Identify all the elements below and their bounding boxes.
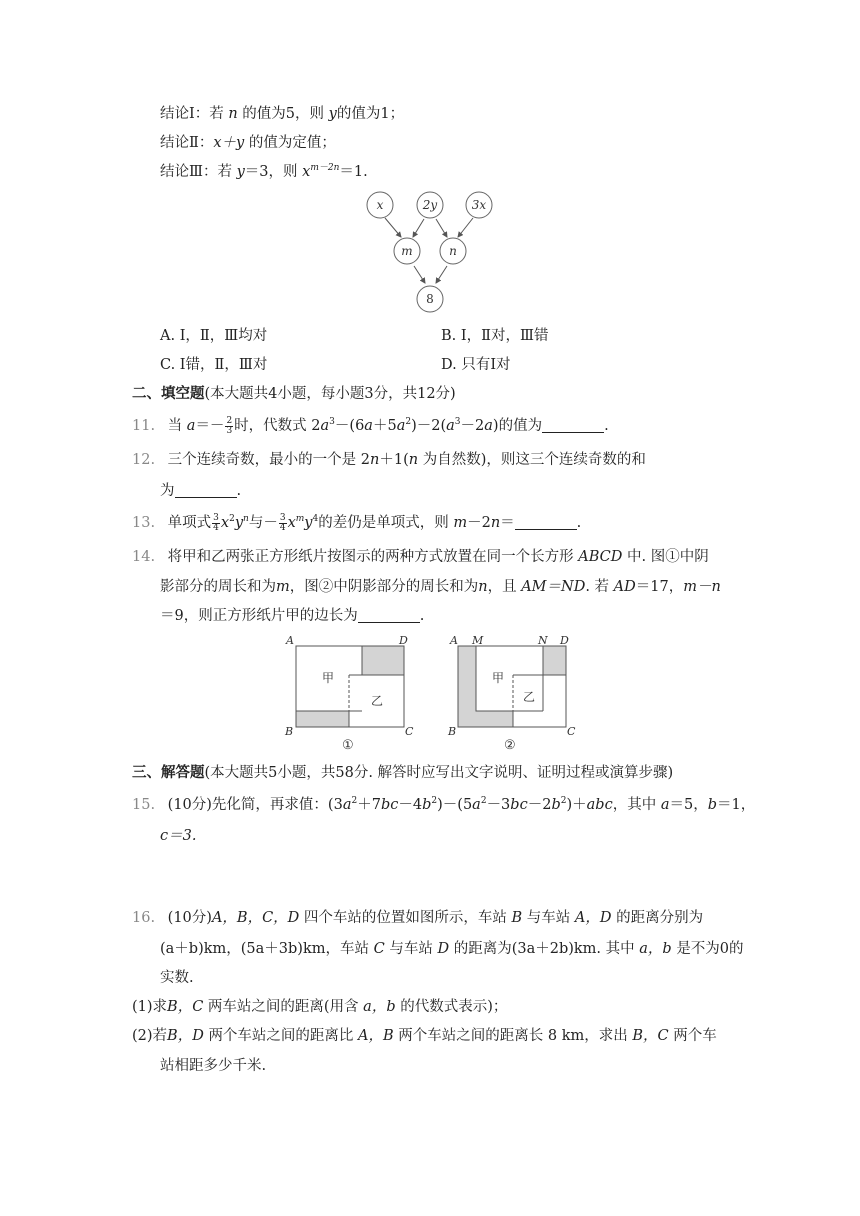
conclusion-2: 结论Ⅱ：x＋y 的值为定值；	[160, 135, 336, 151]
answer-blank-13[interactable]	[515, 515, 577, 530]
edge-x-m	[385, 218, 401, 237]
option-a[interactable]: A. Ⅰ，Ⅱ，Ⅲ均对	[160, 328, 268, 344]
figure-1	[282, 630, 416, 754]
fig1-shade-bottom-left	[296, 711, 349, 727]
fig2-caption: ②	[504, 738, 516, 753]
fig1-label-b: B	[285, 725, 294, 738]
tree-diagram	[360, 188, 500, 316]
fig2-label-c: C	[567, 725, 576, 738]
node-2y-label: 2y	[422, 198, 438, 212]
node-m-label: m	[401, 244, 413, 258]
node-8-label: 8	[426, 292, 434, 306]
question-11: 11. 当 a＝－ $\frac{2}{3}$ 时，代数式 $2a^3-(6a+5a^2)-2(a^3-2a)$的值为 .	[132, 415, 609, 436]
node-3x-label: 3x	[471, 198, 487, 212]
question-15: 15. (10分)先化简，再求值：$(3a^2+7bc-4b^2)-(5a^2-3bc-2b^2)+abc$，其中 a＝5，b＝1，	[132, 796, 756, 813]
fig2-label-b: B	[448, 725, 457, 738]
fig2-label-m: M	[472, 634, 484, 647]
option-d[interactable]: D. 只有Ⅰ对	[441, 357, 511, 373]
fraction-2-3: $\frac{2}{3}$	[226, 415, 233, 436]
option-b[interactable]: B. Ⅰ，Ⅱ对，Ⅲ错	[441, 328, 549, 344]
question-16: 16. (10分)A，B，C，D 四个车站的位置如图所示，车站 B 与车站 A，D 的距离分别为	[132, 910, 704, 926]
question-13: 13. 单项式 $\frac{3}{4}$ $x^2y^n$与－ $\frac{3}{4}$ $x^my^4$的差仍是单项式，则 m－2n＝ .	[132, 512, 582, 533]
edge-2y-m	[413, 219, 424, 237]
figure-2	[446, 630, 580, 754]
question-16-part-2-line-2: 站相距多少千米.	[160, 1058, 267, 1074]
node-n-label: n	[449, 244, 457, 258]
edge-m-8	[414, 266, 425, 283]
question-15-line-2: c＝3.	[160, 828, 197, 844]
conclusion-1: 结论Ⅰ：若 n 的值为5，则 y的值为1；	[160, 106, 405, 122]
question-16-line-2: (a＋b)km，(5a＋3b)km，车站 C 与车站 D 的距离为(3a＋2b)km. 其中 a，b 是不为0的	[160, 941, 744, 957]
fig2-label-jia: 甲	[492, 671, 505, 685]
fig2-label-yi: 乙	[523, 690, 536, 704]
fig1-label-c: C	[405, 725, 414, 738]
question-14-line-2: 影部分的周长和为m，图②中阴影部分的周长和为n，且 AM＝ND. 若 AD＝17，m－n	[160, 579, 721, 595]
question-12: 12. 三个连续奇数，最小的一个是 2n＋1(n 为自然数)，则这三个连续奇数的和	[132, 452, 646, 468]
question-16-part-2: (2)若B，D 两个车站之间的距离比 A，B 两个车站之间的距离长 8 km，求出 B，C 两个车	[132, 1028, 717, 1044]
edge-2y-n	[436, 219, 447, 237]
question-14: 14. 将甲和乙两张正方形纸片按图示的两种方式放置在同一个长方形 ABCD 中. 图①中阴	[132, 549, 709, 565]
edge-3x-n	[458, 218, 473, 237]
question-16-line-3: 实数.	[160, 970, 194, 986]
conclusion-3: 结论Ⅲ：若 y＝3，则 $x^{m-2n}=1$.	[160, 163, 368, 180]
option-c[interactable]: C. Ⅰ错，Ⅱ，Ⅲ对	[160, 357, 268, 373]
question-16-part-1: (1)求B，C 两车站之间的距离(用含 a，b 的代数式表示)；	[132, 999, 508, 1015]
fig2-label-a: A	[450, 634, 458, 647]
answer-blank-11[interactable]	[542, 418, 604, 433]
fig1-shade-top-right	[362, 646, 404, 675]
fraction-3-4-b: $\frac{3}{4}$	[279, 512, 286, 533]
question-12-line-2: 为 .	[160, 483, 242, 499]
edge-n-8	[436, 266, 447, 283]
fig2-label-n: N	[538, 634, 548, 647]
fraction-3-4: $\frac{3}{4}$	[213, 512, 219, 533]
answer-blank-12[interactable]	[175, 483, 237, 498]
fig2-label-d: D	[560, 634, 569, 647]
section-2-heading: 二、填空题(本大题共4小题，每小题3分，共12分)	[132, 385, 456, 402]
section-3-heading: 三、解答题(本大题共5小题，共58分. 解答时应写出文字说明、证明过程或演算步骤)	[132, 764, 674, 781]
fig1-caption: ①	[342, 738, 354, 753]
fig1-label-jia: 甲	[322, 671, 335, 685]
fig2-shade-top-right	[543, 646, 566, 675]
question-14-line-3: ＝9，则正方形纸片甲的边长为 .	[160, 608, 425, 624]
fig1-label-a: A	[286, 634, 294, 647]
node-x-label: x	[376, 198, 384, 212]
fig1-label-d: D	[399, 634, 408, 647]
fig1-label-yi: 乙	[371, 694, 384, 708]
answer-blank-14[interactable]	[358, 608, 420, 623]
